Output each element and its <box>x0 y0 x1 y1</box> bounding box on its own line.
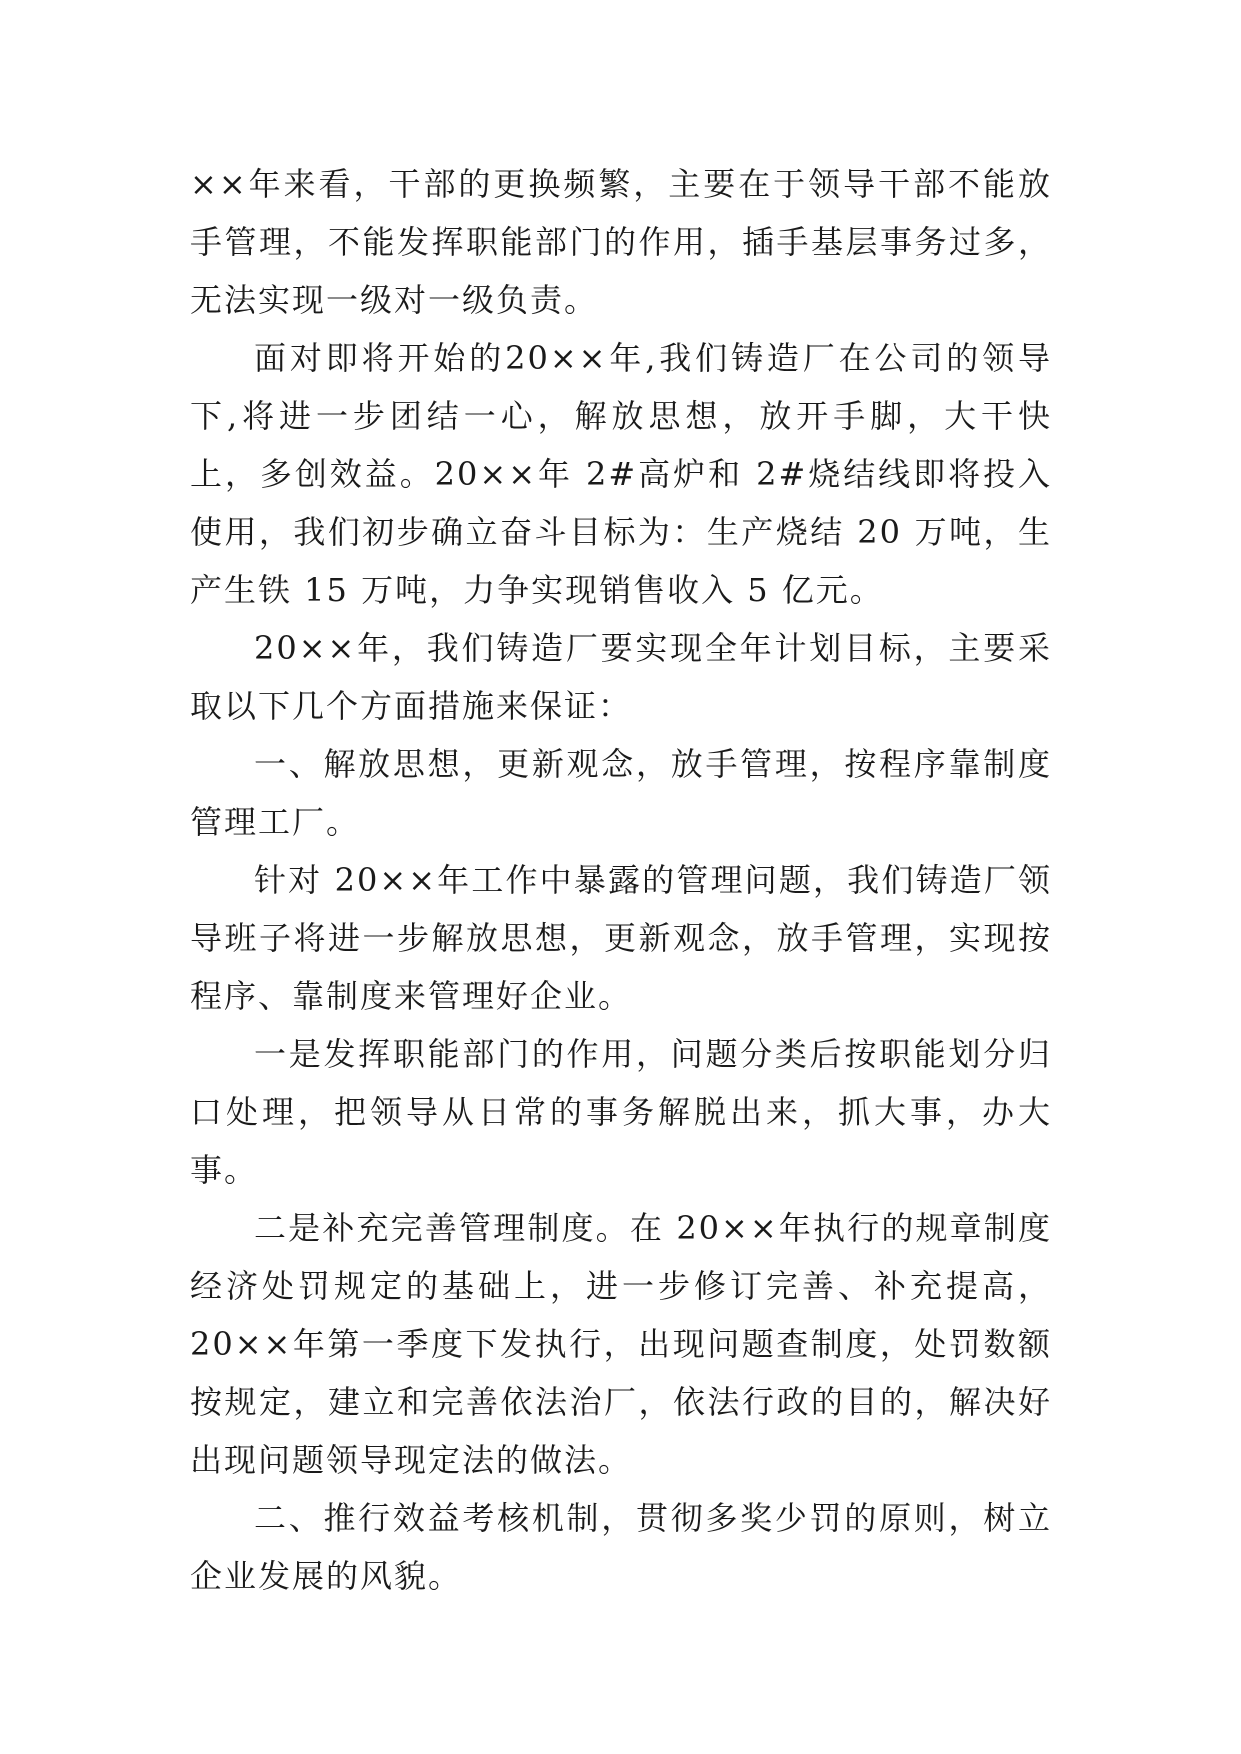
paragraph-6: 二是补充完善管理制度。在 20××年执行的规章制度经济处罚规定的基础上，进一步修订完善、补充提高，20××年第一季度下发执行，出现问题查制度，处罚数额按规定，建立和完善依法治厂，依法行政的目的，解决好出现问题领导现定法的做法。 <box>190 1209 1052 1479</box>
paragraph-2: 面对即将开始的20××年,我们铸造厂在公司的领导下,将进一步团结一心，解放思想，放开手脚，大干快上，多创效益。20××年 2#高炉和 2#烧结线即将投入使用，我们初步确立奋斗目标为：生产烧结 20 万吨，生产生铁 15 万吨，力争实现销售收入 5 亿元。 <box>190 339 1052 609</box>
paragraph-1: ××年来看，干部的更换频繁，主要在于领导干部不能放手管理，不能发挥职能部门的作用，插手基层事务过多，无法实现一级对一级负责。 <box>190 165 1052 319</box>
section-heading-2: 二、推行效益考核机制，贯彻多奖少罚的原则，树立企业发展的风貌。 <box>190 1499 1052 1595</box>
paragraph-4: 针对 20××年工作中暴露的管理问题，我们铸造厂领导班子将进一步解放思想，更新观念，放手管理，实现按程序、靠制度来管理好企业。 <box>190 861 1052 1015</box>
paragraph-3: 20××年，我们铸造厂要实现全年计划目标，主要采取以下几个方面措施来保证： <box>190 629 1052 725</box>
paragraph-5: 一是发挥职能部门的作用，问题分类后按职能划分归口处理，把领导从日常的事务解脱出来，抓大事，办大事。 <box>190 1035 1052 1189</box>
document-body <box>190 155 1052 1605</box>
section-heading-1: 一、解放思想，更新观念，放手管理，按程序靠制度管理工厂。 <box>190 745 1052 841</box>
